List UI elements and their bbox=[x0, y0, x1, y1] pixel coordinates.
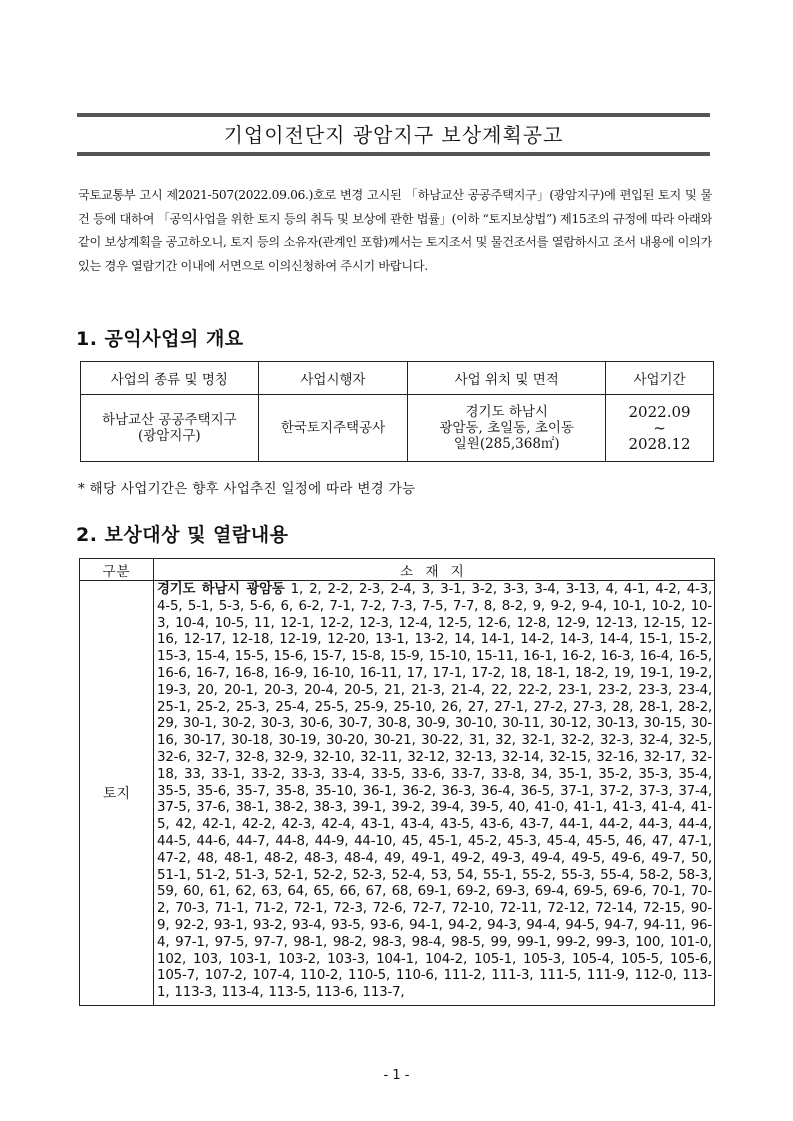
table-header-row bbox=[80, 559, 715, 581]
location-city: 경기도 하남시 bbox=[465, 404, 548, 420]
header-location: 사업 위치 및 면적 bbox=[408, 362, 606, 395]
project-overview-table bbox=[80, 361, 714, 462]
period-note: * 해당 사업기간은 향후 사업추진 일정에 따라 변경 가능 bbox=[78, 481, 416, 497]
location-area: 일원(285,368㎡) bbox=[453, 436, 560, 452]
location-dongs: 광암동, 초일동, 초이동 bbox=[439, 420, 574, 436]
project-name-cell bbox=[81, 395, 259, 462]
period-end: 2028.12 bbox=[628, 435, 691, 453]
address-prefix: 경기도 하남시 광암동 bbox=[157, 582, 285, 597]
header-operator: 사업시행자 bbox=[258, 362, 408, 395]
header-address: 소 재 지 bbox=[154, 559, 715, 581]
page-number: - 1 - bbox=[383, 1068, 410, 1083]
header-period: 사업기간 bbox=[606, 362, 714, 395]
compensation-target-table bbox=[79, 558, 715, 1006]
section-1-heading: 1. 공익사업의 개요 bbox=[76, 328, 244, 350]
table-header-row bbox=[81, 362, 714, 395]
address-cell bbox=[154, 581, 715, 1006]
project-district: (광암지구) bbox=[137, 428, 201, 444]
period-cell bbox=[606, 395, 714, 462]
document-title: 기업이전단지 광암지구 보상계획공고 bbox=[223, 123, 564, 147]
operator-cell: 한국토지주택공사 bbox=[258, 395, 408, 462]
category-cell: 토지 bbox=[80, 581, 154, 1006]
parcel-list: 1, 2, 2-2, 2-3, 2-4, 3, 3-1, 3-2, 3-3, 3-4, 3-13, 4, 4-1, 4-2, 4-3, 4-5, 5-1, 5-3, 5-6, 6, 6-2, 7-1, 7-2, 7-3, 7-5, 7-7, 8, 8-2, 9, 9-2, 9-4, 10-1, 10-2, 10-3, 10-4, 10-5, 11, 12-1, 12-2, 12-3, 12-4, 12-5, 12-6, 12-8, 12-9, 12-13, 12-15, 12-16, 12-17, 12-18, 12-19, 12-20, 13-1, 13-2, 14, 14-1, 14-2, 14-3, 14-4, 15-1, 15-2, 15-3, 15-4, 15-5, 15-6, 15-7, 15-8, 15-9, 15-10, 15-11, 16-1, 16-2, 16-3, 16-4, 16-5, 16-6, 16-7, 16-8, 16-9, 16-10, 16-11, 17, 17-1, 17-2, 18, 18-1, 18-2, 19, 19-1, 19-2, 19-3, 20, 20-1, 20-3, 20-4, 20-5, 21, 21-3, 21-4, 22, 22-2, 23-1, 23-2, 23-3, 23-4, 25-1, 25-2, 25-3, 25-4, 25-5, 25-9, 25-10, 26, 27, 27-1, 27-2, 27-3, 28, 28-1, 28-2, 29, 30-1, 30-2, 30-3, 30-6, 30-7, 30-8, 30-9, 30-10, 30-11, 30-12, 30-13, 30-15, 30-16, 30-17, 30-18, 30-19, 30-20, 30-21, 30-22, 31, 32, 32-1, 32-2, 32-3, 32-4, 32-5, 32-6, 32-7, 32-8, 32-9, 32-10, 32-11, 32-12, 32-13, 32-14, 32-15, 32-16, 32-17, 32-18, 33, 33-1, 33-2, 33-3, 33-4, 33-5, 33-6, 33-7, 33-8, 34, 35-1, 35-2, 35-3, 35-4, 35-5, 35-6, 35-7, 35-8, 35-10, 36-1, 36-2, 36-3, 36-4, 36-5, 37-1, 37-2, 37-3, 37-4, 37-5, 37-6, 38-1, 38-2, 38-3, 39-1, 39-2, 39-4, 39-5, 40, 41-0, 41-1, 41-3, 41-4, 41-5, 42, 42-1, 42-2, 42-3, 42-4, 43-1, 43-4, 43-5, 43-6, 43-7, 44-1, 44-2, 44-3, 44-4, 44-5, 44-6, 44-7, 44-8, 44-9, 44-10, 45, 45-1, 45-2, 45-3, 45-4, 45-5, 46, 47, 47-1, 47-2, 48, 48-1, 48-2, 48-3, 48-4, 49, 49-1, 49-2, 49-3, 49-4, 49-5, 49-6, 49-7, 50, 51-1, 51-2, 51-3, 52-1, 52-2, 52-3, 52-4, 53, 54, 55-1, 55-2, 55-3, 55-4, 58-2, 58-3, 59, 60, 61, 62, 63, 64, 65, 66, 67, 68, 69-1, 69-2, 69-3, 69-4, 69-5, 69-6, 70-1, 70-2, 70-3, 71-1, 71-2, 72-1, 72-3, 72-6, 72-7, 72-10, 72-11, 72-12, 72-14, 72-15, 90-9, 92-2, 93-1, 93-2, 93-4, 93-5, 93-6, 94-1, 94-2, 94-3, 94-4, 94-5, 94-7, 94-11, 96-4, 97-1, 97-5, 97-7, 98-1, 98-2, 98-3, 98-4, 98-5, 99, 99-1, 99-2, 99-3, 100, 101-0, 102, 103, 103-1, 103-2, 103-3, 104-1, 104-2, 105-1, 105-3, 105-4, 105-5, 105-6, 105-7, 107-2, 107-4, 110-2, 110-5, 110-6, 111-2, 111-3, 111-5, 111-9, 112-0, 113-1, 113-3, 113-4, 113-5, 113-6, 113-7, bbox=[157, 582, 712, 1001]
table-row bbox=[81, 395, 714, 462]
period-start: 2022.09 bbox=[628, 403, 691, 421]
location-cell bbox=[408, 395, 606, 462]
header-project-name: 사업의 종류 및 명칭 bbox=[81, 362, 259, 395]
period-separator: ~ bbox=[653, 419, 666, 437]
intro-paragraph: 국토교통부 고시 제2021-507(2022.09.06.)호로 변경 고시된 「하남교산 공공주택지구」(광암지구)에 편입된 토지 및 물건 등에 대하여 「공익사업을 위한 토지 등의 취득 및 보상에 관한 법률」(이하 “토지보상법”) 제15조의 규정에 따라 아래와 같이 보상계획을 공고하오니, 토지 등의 소유자(관계인 포함)께서는 토지조서 및 물건조서를 열람하시고 조서 내용에 이의가 있는 경우 열람기간 이내에 서면으로 이의신청하여 주시기 바랍니다. bbox=[78, 188, 712, 274]
title-top-rule bbox=[77, 113, 710, 117]
section-2-heading: 2. 보상대상 및 열람내용 bbox=[76, 524, 289, 546]
header-category: 구분 bbox=[80, 559, 154, 581]
title-bottom-rule bbox=[77, 152, 710, 156]
project-name: 하남교산 공공주택지구 bbox=[101, 412, 237, 428]
table-row bbox=[80, 581, 715, 1006]
